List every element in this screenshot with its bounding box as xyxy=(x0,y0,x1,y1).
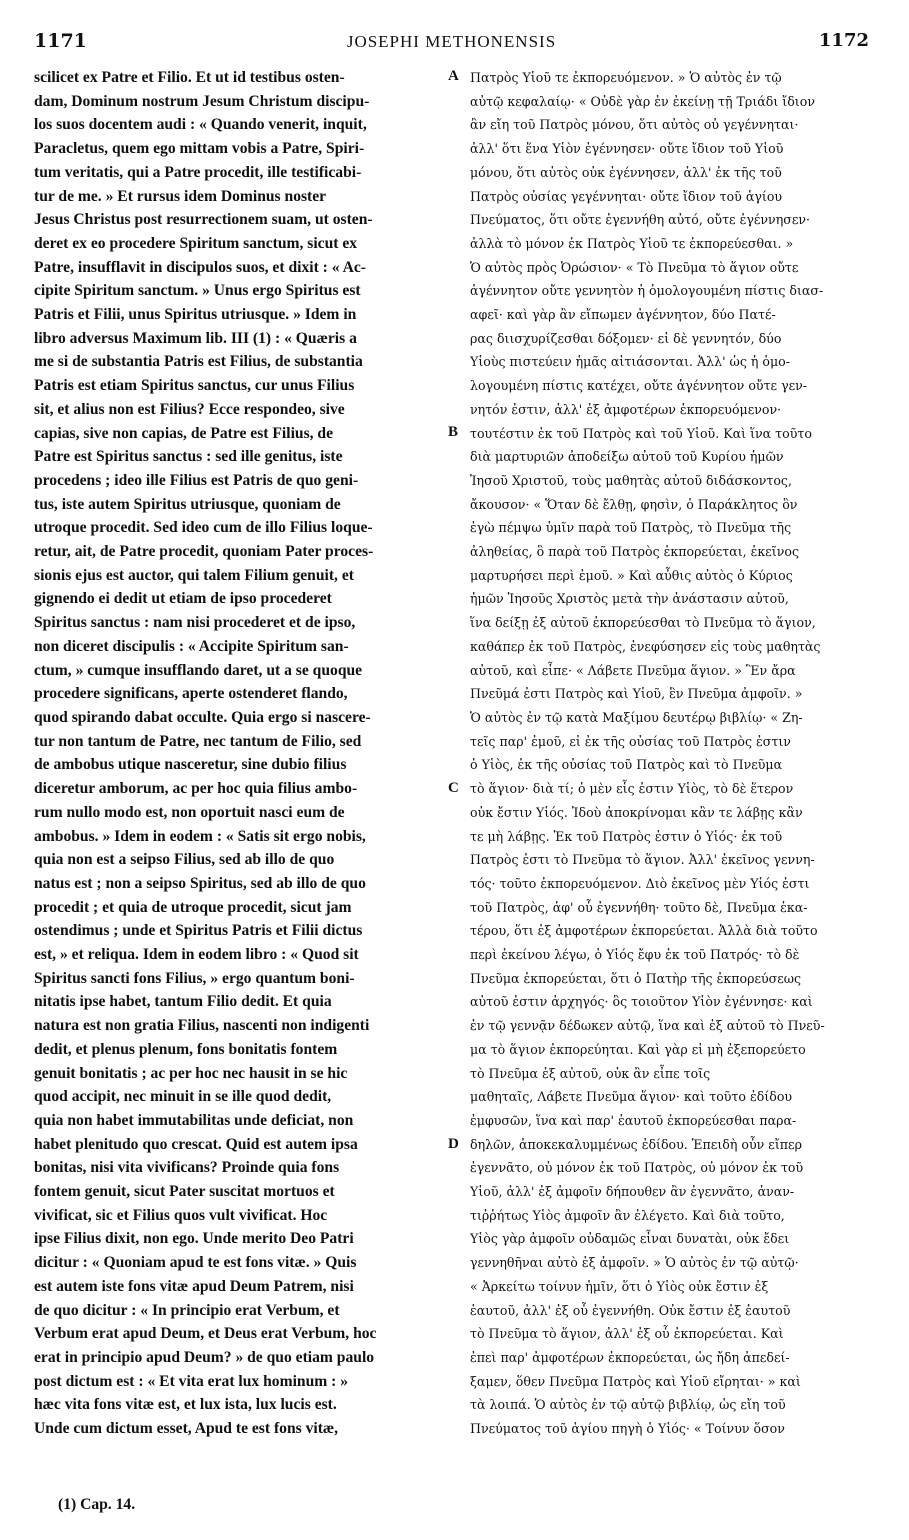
text-line: Υἱοῦ, ἀλλ' ἐξ ἀμφοῖν δήπουθεν ἂν ἐγεννᾶτο, ἀναν- xyxy=(470,1184,795,1200)
text-line: sit, et alius non est Filius? Ecce respondeo, sive xyxy=(34,400,345,418)
text-line: tum veritatis, qui a Patre procedit, ille testificabi- xyxy=(34,163,362,181)
text-line: Patris et Filii, unus Spiritus utriusque. » Idem in xyxy=(34,306,357,324)
text-line: quod spirando dabat occulte. Quia ergo si nascere- xyxy=(34,708,371,726)
text-line: ipse Filius dixit, non ego. Unde merito Deo Patri xyxy=(34,1230,354,1248)
text-line: ἀγέννητον οὔτε γεννητὸν ἡ ὁμολογουμένη πίστις διασ- xyxy=(470,283,824,299)
text-line: τοῦ Πατρὸς, ἀφ' οὗ ἐγεννήθη· τοῦτο δὲ, Πνεῦμα ἑκα- xyxy=(470,899,808,915)
page-header xyxy=(34,30,869,60)
text-line: dam, Dominum nostrum Jesum Christum discipu- xyxy=(34,92,370,110)
text-line: Spiritus sancti fons Filius, » ergo quantum boni- xyxy=(34,969,355,987)
text-line: τέρου, ὅτι ἐξ ἀμφοτέρων ἐκπορεύεται. Ἀλλὰ διὰ τοῦτο xyxy=(470,923,818,939)
footnote: (1) Cap. 14. xyxy=(58,1496,136,1513)
text-line: ἐπεὶ παρ' ἀμφοτέρων ἐκπορεύεται, ὡς ἤδη ἀπεδεί- xyxy=(470,1349,790,1365)
text-line: est, » et reliqua. Idem in eodem libro : « Quod sit xyxy=(34,946,359,964)
text-line: natus est ; non a seipso Spiritus, sed ab illo de quo xyxy=(34,874,366,892)
text-line: Πατρὸς οὐσίας γεγέννηται· οὔτε ἴδιον τοῦ ἁγίου xyxy=(470,188,783,204)
text-line: hæc vita fons vitæ est, et lux ista, lux lucis est. xyxy=(34,1396,337,1414)
text-line: αφεῖ· καὶ γὰρ ἂν εἴπωμεν ἀγέννητον, δύο Πατέ- xyxy=(470,307,776,323)
text-line: τὰ λοιπά. Ὁ αὐτὸς ἐν τῷ αὐτῷ βιβλίῳ, ὡς εἴη τοῦ xyxy=(470,1397,786,1413)
text-line: cipite Spiritum sanctum. » Unus ergo Spiritus est xyxy=(34,282,361,300)
text-line: Πατρὸς Υἱοῦ τε ἐκπορευόμενον. » Ὁ αὐτὸς ἐν τῷ xyxy=(470,70,782,85)
text-line: τὸ Πνεῦμα τὸ ἅγιον, ἀλλ' ἐξ οὗ ἐκπορεύεται. Καὶ xyxy=(470,1326,784,1342)
text-line: erat in principio apud Deum? » de quo etiam paulo xyxy=(34,1348,375,1366)
text-line: los suos docentem audi : « Quando venerit, inquit, xyxy=(34,116,367,134)
text-line: ὁ Υἱὸς, ἐκ τῆς οὐσίας τοῦ Πατρὸς καὶ τὸ Πνεῦμα xyxy=(470,757,783,773)
text-line: ἀλλὰ τὸ μόνον ἐκ Πατρὸς Υἱοῦ τε ἐκπορεύεσθαι. » xyxy=(470,235,794,251)
text-line: Jesus Christus post resurrectionem suam, ut osten- xyxy=(34,211,373,229)
text-line: ctum, » cumque insufflando daret, ut a se quoque xyxy=(34,661,363,679)
text-line: Υἱοὺς πιστεύειν ἡμᾶς αἰτιάσονται. Ἀλλ' ὡς ἡ ὁμο- xyxy=(470,354,791,370)
text-line: Verbum erat apud Deum, et Deus erat Verbum, hoc xyxy=(34,1325,377,1343)
text-line: ἀληθείας, ὃ παρὰ τοῦ Πατρὸς ἐκπορεύεται, ἐκεῖνος xyxy=(470,544,800,560)
text-line: Patre est Spiritus sanctus : sed ille genitus, iste xyxy=(34,448,343,466)
text-line: νητόν ἐστιν, ἀλλ' ἐξ ἀμφοτέρων ἐκπορευόμενον· xyxy=(470,401,782,417)
text-line: capias, sive non capias, de Patre est Filius, de xyxy=(34,424,334,442)
text-line: libro adversus Maximum lib. III (1) : « Quæris a xyxy=(34,329,357,347)
text-line: quod accipit, nec minuit in se ille quod dedit, xyxy=(34,1088,332,1106)
text-line: me si de substantia Patris est Filius, de substantia xyxy=(34,353,363,371)
text-line: Unde cum dictum esset, Apud te est fons vitæ, xyxy=(34,1420,339,1438)
text-line: λογουμένη πίστις κατέχει, οὔτε ἀγέννητον οὔτε γεν- xyxy=(470,378,808,394)
text-line: ἑαυτοῦ, ἀλλ' ἐξ οὗ ἐγεννήθη. Οὐκ ἔστιν ἐξ ἑαυτοῦ xyxy=(470,1302,791,1318)
margin-marker-a: A xyxy=(448,68,459,84)
text-line: ἄκουσον· « Ὅταν δὲ ἔλθῃ, φησὶν, ὁ Παράκλητος ὃν xyxy=(470,496,798,512)
text-line: tur de me. » Et rursus idem Dominus noster xyxy=(34,187,327,205)
text-line: γεννηθῆναι αὐτὸ ἐξ ἀμφοῖν. » Ὁ αὐτὸς ἐν τῷ αὐτῷ· xyxy=(470,1255,799,1271)
text-line: Πατρὸς ἐστι τὸ Πνεῦμα τὸ ἅγιον. Ἀλλ' ἐκεῖνος γεννη- xyxy=(470,852,815,868)
text-line: μα τὸ ἅγιον ἐκπορεύηται. Καὶ γὰρ εἰ μὴ ἐξεπορεύετο xyxy=(470,1041,806,1057)
text-line: diceretur amborum, ac per hoc quia filius ambo- xyxy=(34,780,358,798)
text-line: δηλῶν, ἀποκεκαλυμμένως ἐδίδου. Ἐπειδὴ οὖν εἴπερ xyxy=(470,1136,802,1152)
text-line: Ἰησοῦ Χριστοῦ, τοὺς μαθητὰς αὐτοῦ διδάσκοντος, xyxy=(470,472,792,488)
margin-marker-c: C xyxy=(448,780,459,796)
text-line: procedit ; et quia de utroque procedit, sicut jam xyxy=(34,898,352,916)
text-line: ἐμφυσῶν, ἵνα καὶ παρ' ἑαυτοῦ ἐκπορεύεσθαι παρα- xyxy=(470,1112,797,1128)
text-line: ambobus. » Idem in eodem : « Satis sit ergo nobis, xyxy=(34,827,366,845)
text-line: habet plenitudo quo crescat. Quid est autem ipsa xyxy=(34,1135,358,1153)
text-line: dedit, et plenus plenum, fons bonitatis fontem xyxy=(34,1040,338,1058)
text-line: tur non tantum de Patre, nec tantum de Filio, sed xyxy=(34,732,362,750)
text-line: μαρτυρήσει περὶ ἐμοῦ. » Καὶ αὖθις αὐτὸς ὁ Κύριος xyxy=(470,567,793,583)
text-line: procedens ; ideo ille Filius est Patris de quo geni- xyxy=(34,471,359,489)
page-number-left: 1171 xyxy=(34,30,87,52)
text-line: scilicet ex Patre et Filio. Et ut id testibus osten- xyxy=(34,69,345,86)
text-line: αὐτῷ κεφαλαίῳ· « Οὐδὲ γὰρ ἐν ἐκείνῃ τῇ Τριάδι ἴδιον xyxy=(470,93,815,109)
text-line: retur, ait, de Patre procedit, quoniam Pater proces- xyxy=(34,543,374,561)
text-line: de quo dicitur : « In principio erat Verbum, et xyxy=(34,1301,340,1319)
text-line: ρας διισχυρίζεσθαι δόξομεν· εἰ δὲ γεννητόν, δύο xyxy=(470,330,782,346)
text-line: ἵνα δείξῃ ἐξ αὐτοῦ ἐκπορεύεσθαι τὸ Πνεῦμα τὸ ἅγιον, xyxy=(470,615,816,631)
text-line: τε μὴ λάβῃς. Ἐκ τοῦ Πατρὸς ἐστιν ὁ Υἱός· ἐκ τοῦ xyxy=(470,828,783,844)
text-line: ἐν τῷ γεννᾷν δέδωκεν αὐτῷ, ἵνα καὶ ἐξ αὐτοῦ τὸ Πνεῦ- xyxy=(470,1018,825,1034)
text-line: tus, iste autem Spiritus utriusque, quoniam de xyxy=(34,495,341,513)
text-line: Patris est etiam Spiritus sanctus, cur unus Filius xyxy=(34,377,355,395)
text-line: nitatis ipse habet, tantum Filio dedit. Et quia xyxy=(34,993,332,1011)
text-line: dicitur : « Quoniam apud te est fons vitæ. » Quis xyxy=(34,1254,357,1272)
text-line: τεῖς παρ' ἐμοῦ, εἰ ἐκ τῆς οὐσίας τοῦ Πατρὸς ἐστιν xyxy=(470,733,791,749)
text-line: καθάπερ ἐκ τοῦ Πατρὸς, ἐνεφύσησεν εἰς τοὺς μαθητὰς xyxy=(470,638,821,654)
margin-marker-b: B xyxy=(448,424,459,440)
text-line: Πνεῦμά ἐστι Πατρὸς καὶ Υἱοῦ, ἓν Πνεῦμα ἀμφοῖν. » xyxy=(470,686,803,702)
text-line: quia non habet immutabilitas unde deficiat, non xyxy=(34,1111,354,1129)
text-line: ἐγὼ πέμψω ὑμῖν παρὰ τοῦ Πατρὸς, τὸ Πνεῦμα τῆς xyxy=(470,520,792,536)
text-line: τουτέστιν ἐκ τοῦ Πατρὸς καὶ τοῦ Υἱοῦ. Καὶ ἵνα τοῦτο xyxy=(470,425,812,441)
text-line: τὸ Πνεῦμα ἐξ αὐτοῦ, οὐκ ἂν εἶπε τοῖς xyxy=(470,1065,711,1081)
text-line: gignendo ei dedit ut etiam de ipso procederet xyxy=(34,590,332,608)
text-line: natura est non gratia Filius, nascenti non indigenti xyxy=(34,1017,370,1035)
text-line: τιῤῥήτως Υἱὸς ἀμφοῖν ἂν ἐλέγετο. Καὶ διὰ τοῦτο, xyxy=(470,1207,785,1223)
text-line: de ambobus utique nasceretur, sine dubio filius xyxy=(34,756,347,774)
text-line: οὐκ ἔστιν Υἱός. Ἰδοὺ ἀποκρίνομαι κἂν τε λάβῃς κἂν xyxy=(470,804,803,820)
text-line: ξαμεν, ὅθεν Πνεῦμα Πατρὸς καὶ Υἱοῦ εἴρηται· » καὶ xyxy=(470,1373,801,1389)
text-line: περὶ ἐκείνου λέγω, ὁ Υἱός ἔφυ ἐκ τοῦ Πατρός· τὸ δὲ xyxy=(470,947,800,963)
text-line: αὐτοῦ, καὶ εἶπε· « Λάβετε Πνεῦμα ἅγιον. » Ἓν ἄρα xyxy=(470,662,796,678)
text-line: Spiritus sanctus : nam nisi procederet et de ipso, xyxy=(34,614,356,632)
text-line: Paracletus, quem ego mittam vobis a Patre, Spiri- xyxy=(34,140,365,158)
text-line: non diceret discipulis : « Accipite Spiritum san- xyxy=(34,637,349,655)
text-line: ἂν εἴη τοῦ Πατρὸς μόνου, ὅτι αὐτὸς οὐ γεγέννηται· xyxy=(470,117,799,133)
margin-marker-d: D xyxy=(448,1136,459,1152)
text-line: vivificat, sic et Filius quos vult vivificat. Hoc xyxy=(34,1206,328,1224)
text-line: quia non est a seipso Filius, sed ab illo de quo xyxy=(34,851,335,869)
text-line: διὰ μαρτυριῶν ἀποδείξω αὐτοῦ τοῦ Κυρίου ἡμῶν xyxy=(470,449,784,465)
greek-column xyxy=(470,66,874,1441)
text-line: genuit bonitatis ; ac per hoc nec hausit in se hic xyxy=(34,1064,348,1082)
text-line: Patre, insufflavit in discipulos suos, et dixit : « Ac- xyxy=(34,258,366,276)
text-line: procedere significans, aperte ostenderet flando, xyxy=(34,685,348,703)
text-line: τὸ ἅγιον· διὰ τί; ὁ μὲν εἷς ἐστιν Υἱὸς, τὸ δὲ ἕτερον xyxy=(470,781,794,797)
text-line: sionis ejus est auctor, qui talem Filium genuit, et xyxy=(34,566,354,584)
text-line: rum nullo modo est, non oportuit nasci eum de xyxy=(34,803,345,821)
text-line: utroque procedit. Sed ideo cum de illo Filius loque- xyxy=(34,519,373,537)
text-line: Υἱὸς γὰρ ἀμφοῖν οὐδαμῶς εἶναι δυνατὰι, οὐκ ἔδει xyxy=(470,1231,790,1247)
text-line: est autem iste fons vitæ apud Deum Patrem, nisi xyxy=(34,1277,354,1295)
text-line: bonitas, nisi vita vivificans? Proinde quia fons xyxy=(34,1159,340,1177)
text-line: τός· τοῦτο ἐκπορευόμενον. Διὸ ἐκεῖνος μὲν Υἱός ἐστι xyxy=(470,875,810,891)
text-line: « Ἀρκείτω τοίνυν ἡμῖν, ὅτι ὁ Υἱὸς οὐκ ἔστιν ἐξ xyxy=(470,1278,769,1294)
text-line: Ὁ αὐτὸς ἐν τῷ κατὰ Μαξίμου δευτέρῳ βιβλίῳ· « Ζη- xyxy=(470,709,803,725)
running-title: JOSEPHI METHONENSIS xyxy=(346,32,557,51)
text-line: Πνεύματος, ὅτι οὔτε ἐγεννήθη αὐτό, οὔτε ἐγέννησεν· xyxy=(470,212,811,228)
text-line: Πνεῦμα ἐκπορεύεται, ὅτι ὁ Πατὴρ τῆς ἐκπορεύσεως xyxy=(470,970,802,986)
text-line: μαθηταῖς, Λάβετε Πνεῦμα ἅγιον· καὶ τοῦτο ἐδίδου xyxy=(470,1089,793,1105)
text-line: μόνου, ὅτι αὐτὸς οὐκ ἐγέννησεν, ἀλλ' ἐκ τῆς τοῦ xyxy=(470,164,782,180)
text-line: Ὁ αὐτὸς πρὸς Ὀρώσιον· « Τὸ Πνεῦμα τὸ ἅγιον οὔτε xyxy=(470,259,799,275)
text-line: ἡμῶν Ἰησοῦς Χριστὸς μετὰ τὴν ἀνάστασιν αὐτοῦ, xyxy=(470,591,789,607)
latin-column xyxy=(34,66,444,1441)
page-number-right: 1172 xyxy=(818,30,869,51)
text-line: post dictum est : « Et vita erat lux hominum : » xyxy=(34,1372,349,1390)
text-line: deret ex eo procedere Spiritum sanctum, sicut ex xyxy=(34,234,358,252)
text-line: Πνεύματος τοῦ ἁγίου πηγὴ ὁ Υἱός· « Τοίνυν ὅσον xyxy=(470,1421,785,1437)
text-line: ἐγεννᾶτο, οὐ μόνον ἐκ τοῦ Πατρὸς, οὐ μόνον ἐκ τοῦ xyxy=(470,1160,804,1176)
text-line: fontem genuit, sicut Pater suscitat mortuos et xyxy=(34,1183,335,1201)
text-line: αὐτοῦ ἐστιν ἀρχηγός· ὃς τοιοῦτον Υἱὸν ἐγέννησε· καὶ xyxy=(470,994,813,1010)
text-line: ἀλλ' ὅτι ἕνα Υἱὸν ἐγέννησεν· οὔτε ἴδιον τοῦ Υἱοῦ xyxy=(470,141,784,157)
text-line: ostendimus ; unde et Spiritus Patris et Filii dictus xyxy=(34,922,363,940)
